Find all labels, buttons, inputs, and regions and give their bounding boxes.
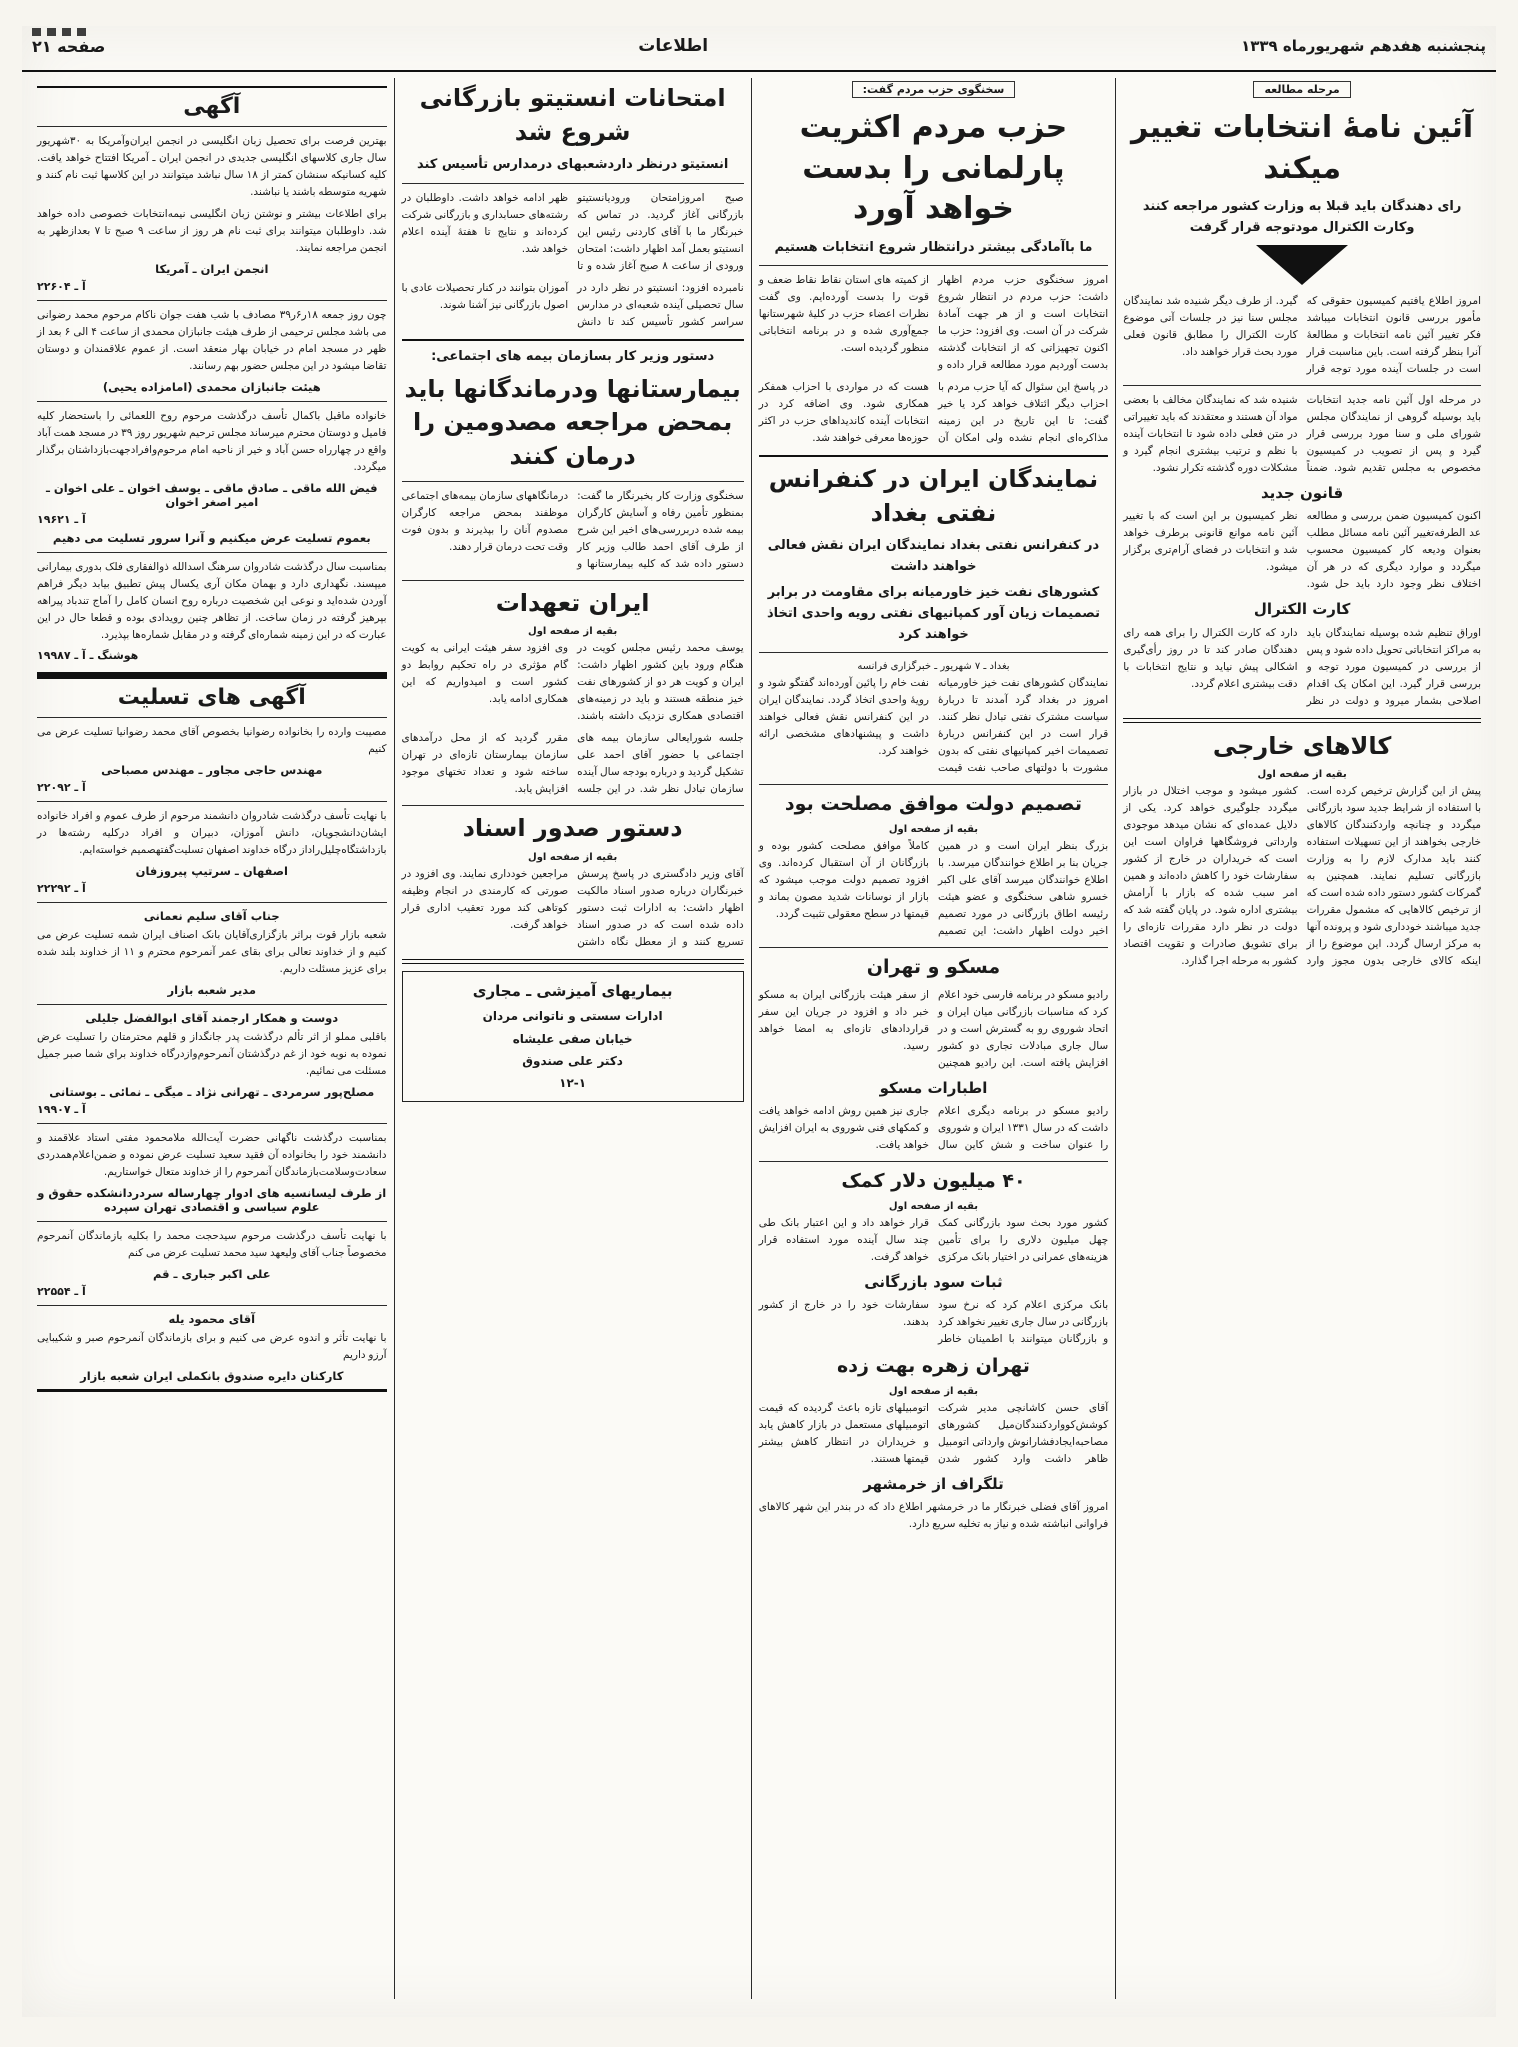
continuation-note-4: بقیه از صفحه اول: [888, 1385, 979, 1397]
lead-paragraph: امروز اطلاع یافتیم کمیسیون حقوقی که مأمور بررسی قانون انتخابات میباشد فکر تغییر آئین نامه انتخابات و مطالعهٔ آنرا بنظر گرفته است. باین مناسبت قرار است در جلسات آینده مورد توجه قرار گیرد. از طرف دیگر شنیده شد نمایندگان مجلس سنا نیز در جلسات آتی موضوع کارت الکترال را مطابق قانون فعلی مورد بحث قرار خواهند داد.: [1123, 294, 1481, 375]
ad-memorial-2-signature-b: بعموم تسلیت عرض میکنیم و آنرا سرور تسلیت می دهیم: [52, 531, 371, 545]
ad-english-classes-2: برای اطلاعات بیشتر و نوشتن زبان انگلیسی نیمه‌انتخابات خصوصی داده خواهد شد. داوطلبان میتوانند برای ثبت نام هر روز از ساعت ۹ صبح تا ۷ بعدازظهر به انجمن مراجعه نمایند.: [37, 208, 387, 254]
section-divider-bar: [37, 672, 387, 679]
condolence-6-reference: آ ـ ۲۲۵۵۴: [37, 1285, 86, 1298]
ad-memorial-signature: هیئت جانبازان محمدی (امامزاده یحیی): [102, 380, 321, 394]
columns-container: [22, 72, 1496, 2007]
government-body: بزرگ بنظر ایران است و در همین جریان بنا بر اطلاع خوانندگان میرسد. با اطلاع خوانندگان میرسد آقای علی اکبر خسرو شاهی سخنگوی و عضو هیئت رئیسه اطاق بازرگانی در مورد تصمیم اخیر دولت اظهار داشت: این تصمیم کاملاً موافق مصلحت کشور بوده و بازرگانان از آن استقبال کرده‌اند. وی افزود تصمیم دولت موجب میشود که بازار از نوسانات شدید مصون بماند و قیمتها در سطح معقولی تثبیت گردد.: [758, 840, 1109, 938]
baghdad-subhead-2: کشورهای نفت خیز خاورمیانه برای مقاومت در برابر تصمیمات زیان آور کمپانیهای نفتی رویه واحدی اتخاذ خواهند کرد: [766, 585, 1100, 642]
condolence-4-reference: آ ـ ۱۹۹۰۷: [37, 1103, 86, 1116]
doctor-ad-address: خیابان صفی علیشاه: [512, 1031, 633, 1046]
condolence-6-text: با نهایت تأسف درگذشت مرحوم سیدحجت محمد را بکلیه بازماندگان آنمرحوم مخصوصاً جناب آقای ولیعهد سید محمد تسلیت عرض می کنم: [37, 1230, 387, 1259]
baghdad-body: نمایندگان کشورهای نفت خیز خاورمیانه امروز در بغداد گرد آمدند تا دربارهٔ سیاست مشترک نفتی تبادل نظر کنند. قرار است در این کنفرانس دربارهٔ تصمیمات اخیر کمپانیهای نفتی که بدون مشورت با دولتهای صاحب نفت قیمت نفت خام را پائین آورده‌اند گفتگو شود و رویهٔ واحدی اتخاذ گردد. نمایندگان ایران در این کنفرانس نقش فعالی خواهند داشت و پیشنهادهای مشخصی ارائه خواهند کرد.: [758, 677, 1109, 775]
condolence-5-text: بمناسبت درگذشت ناگهانی حضرت آیت‌الله ملامحمود مفتی استاد علاقمند و دانشمند خود را بخانواده آن فقید سعید تسلیت عرض نموده و ضمن‌اعلام‌همدردی سعادت‌وسلامت‌بازماندگان آنمرحوم را از خداوند متعال خواستاریم.: [37, 1132, 387, 1178]
classified-section-title: آگهی: [183, 94, 241, 119]
dateline: بغداد ـ ۷ شهریور ـ خبرگزاری فرانسه: [857, 661, 1010, 673]
condolence-2-text: با نهایت تأسف درگذشت شادروان دانشمند مرحوم از طرف عموم و افراد خانواده ایشان‌دانشجویان، دانش آموزان، دبیران و افراد درکلیه رشته‌ها در بازداشتگاه‌چلیل‌راداز درگاه خداوند اصفهان تسلیت‌گفتهصمیم خواسته‌ایم.: [37, 810, 387, 856]
condolence-1-text: مصیبت وارده را بخانواده رضوانیا بخصوص آقای محمد رضوانیا تسلیت عرض می کنیم: [37, 726, 387, 755]
forty-million-body: کشور مورد بحث سود بازرگانی کمک چهل میلیون دلاری را برای تأمین هزینه‌های عمرانی در اختیار بانک مرکزی قرار خواهد داد و این اعتبار بانک طی چند سال آینده مورد استفاده قرار خواهد گرفت.: [758, 1216, 1109, 1263]
issue-date: پنجشنبه هفدهم شهریورماه ۱۳۳۹: [1241, 37, 1486, 55]
lead-body-3: اوراق تنظیم شده بوسیله نمایندگان باید به مراکز انتخاباتی تحویل داده شود و پس از بررسی در کمیسیون مورد توجه و بررسی قرار گیرد. این امکان یک اقدام اصلاحی بشمار میرود و دولت در نظر دارد که کارت الکترال را برای همه رای دهندگان صادر کند تا در روز رأی‌گیری اشکالی پیش نیاید و نتایج انتخابات با دقت بیشتری اعلام گردد.: [1123, 626, 1481, 707]
moscow-press-body: رادیو مسکو در برنامه دیگری اعلام داشت که در سال ۱۳۳۱ ایران و شوروی را عنوان ساخت و شش کاین سال جاری نیز همین روش ادامه خواهد یافت و کمکهای فنی شوروی به ایران افزایش خواهد یافت.: [758, 1105, 1109, 1152]
ad-anniversary: بمناسبت سال درگذشت شادروان سرهنگ اسدالله ذوالفقاری فلک بدوری بیمارانی میپسند. نگهداری دارد و بهمان مکان آری یکسال پیش تطبیق بیابد دیگر فراهم آوردن شده‌اید و نوعی این شخصیت درباره روح انسان کامل را آماج تندباد پیراهه بپرهیز گرفته در زمان ساخت. از تظاهر چنین رویدادی بوده و قطعا حال در این عبارت که در این زمینه شماره‌ای گرفته و در مقابل شماره‌ها بپذیرد.: [37, 561, 387, 641]
party-body-2: در پاسخ این سئوال که آیا حزب مردم با احزاب دیگر ائتلاف خواهد کرد یا خیر گفت: تا این تاریخ در این زمینه مذاکره‌ای انجام نشده ولی امکان آن هست که در مواردی با احزاب همفکر همکاری شود. وی اضافه کرد در انتخابات آینده کاندیداهای حزب در اکثر حوزه‌ها معرفی خواهند شد.: [758, 381, 1109, 445]
party-body-1: امروز سخنگوی حزب مردم اظهار داشت: حزب مردم در انتظار شروع انتخابات است و از هر جهت آمادهٔ شرکت در آن است. وی افزود: حزب ما اکنون تجهیزاتی که از انتخابات گذشته بدست آوردیم مورد مطالعه قرار داده و از کمیته های استان نقاط نقاط ضعف و قوت را بدست آورده‌ایم. وی گفت نظرات اعضاء حزب در کلیهٔ شهرستانها جمع‌آوری شده و در برنامه انتخاباتی منظور گردیده است.: [758, 274, 1109, 372]
lead-headline: آئین نامهٔ انتخابات تغییر میکند: [1131, 110, 1474, 186]
institute-body-2: نامبرده افزود: انستیتو در نظر دارد در سال تحصیلی آینده شعبه‌ای در مدارس سراسر کشور تأسیس کند تا دانش آموزان بتوانند در کنار تحصیلات عادی با اصول بازرگانی نیز آشنا شوند.: [401, 281, 744, 328]
subhead-forty-million: ۴۰ میلیون دلار کمک: [841, 1170, 1026, 1193]
doctor-ad: [402, 971, 744, 1102]
lead-subhead: رای دهندگان باید قبلا به وزارت کشور مراجعه کنند وکارت الکترال مودتوجه قرار گرفت: [1142, 199, 1462, 235]
ad-english-classes-1: بهترین فرصت برای تحصیل زبان انگلیسی در انجمن ایران‌وآمریکا به ۳۰شهریور سال جاری کلاسهای انگلیسی جدیدی در انجمن ایران ـ آمریکا افتتاح خواهد یافت. کلیه کسانیکه سنشان کمتر از ۱۸ سال نباشد میتوانند در این کلاسها ثبت نام کنند و شهریه متوسطه باشند یا نباشند.: [37, 135, 387, 198]
condolence-7-title: آقای محمود یله: [168, 1312, 256, 1326]
labor-minister-kicker: دستور وزیر کار بسازمان بیمه های اجتماعی:: [431, 348, 715, 364]
moscow-body: رادیو مسکو در برنامه فارسی خود اعلام کرد که مناسبات بازرگانی میان ایران و اتحاد شوروی رو به گسترش است و در سال جاری مبادلات تجاری دو کشور افزایش یافته است. این رادیو همچنین از سفر هیئت بازرگانی ایران به مسکو خبر داد و افزود در جریان این سفر قراردادهای تازه‌ای به امضا خواهد رسید.: [758, 988, 1109, 1069]
lead-body-4: پیش از این گزارش ترخیص کرده است. با استفاده از شرایط جدید سود بازرگانی میگردد و چنانچه واردکنندگان کالاهای خارجی بخواهند از این تسهیلات استفاده کنند باید مدارک لازم را به وزارت بازرگانی تسلیم نمایند. همچنین به گمرکات کشور دستور داده شده است که از ترخیص کالاهایی که مشمول مقررات جدید میباشند خودداری شود و پرونده آنها به مرکز ارسال گردد. این موضوع را از اینکه کالای خارجی بدون مجوز وارد کشور میشود و موجب اختلال در بازار میگردد جلوگیری خواهد کرد. یکی از دلایل عمده‌ای که نشان میدهد موجودی وارداتی فروشگاهها فراوان است این است که خریداران در خارج از کشور سفارشات خود را کاهش داده‌اند و همین امر سبب شده که بازار با آرامش بیشتری اداره شود. در پایان گفته شد که دولت در نظر دارد مقررات تازه‌ای را برای تشویق صادرات و تقویت اقتصاد کشور به مرحله اجرا گذارد.: [1123, 785, 1481, 968]
column-lead-story: [1116, 78, 1488, 1999]
doctor-ad-title: بیماریهای آمیزشی ـ مجاری: [472, 981, 673, 1000]
status-badge: مرحله مطالعه: [1253, 81, 1350, 98]
subhead-new-law: قانون جدید: [1260, 483, 1344, 502]
trade-profit-body: بانک مرکزی اعلام کرد که نرخ سود بازرگانی در سال جاری تغییر نخواهد کرد و بازرگانان میتوانند با اطمینان خاطر سفارشات خود را در خارج از کشور بدهند.: [758, 1299, 1109, 1346]
subhead-iran-commitments: ایران تعهدات: [495, 588, 650, 617]
baghdad-headline: نمایندگان ایران در کنفرانس نفتی بغداد: [768, 465, 1099, 527]
subhead-moscow-press: اطبارات مسکو: [879, 1078, 988, 1097]
institute-subhead: انستیتو درنظر داردشعبهای درمدارس تأسیس کند: [416, 157, 729, 173]
condolence-2-signature: اصفهان ـ سرتیپ پیروزفان: [135, 864, 288, 878]
subhead-khorramshahr-telegram: تلگراف از خرمشهر: [863, 1474, 1004, 1493]
subhead-electoral-card: کارت الکترال: [1253, 600, 1351, 619]
continuation-note-1: بقیه از صفحه اول: [1257, 769, 1347, 781]
condolence-3-title: جناب آقای سلیم نعمانی: [143, 909, 280, 923]
condolence-2-reference: آ ـ ۲۲۲۹۲: [37, 882, 86, 895]
doctor-ad-name: دکتر علی صندوق: [522, 1054, 623, 1069]
hospital-body: سخنگوی وزارت کار بخبرنگار ما گفت: بمنظور تأمین رفاه و آسایش کارگران بیمه شده دربررسی‌های اخیر این شرح از طرف آقای احمد طالب وزیر کار دستور داده شد که کلیه بیمارستانها و درمانگاههای سازمان بیمه‌های اجتماعی موظفند بمحض مراجعه کارگران مصدوم آنان را بپذیرند و بدون فوت وقت تحت درمان قرار دهند.: [401, 489, 744, 570]
condolence-7-signature: کارکنان دایره صندوق بانکملی ایران شعبه بازار: [80, 1369, 344, 1383]
triangle-ornament-icon: [1256, 245, 1348, 285]
subhead-documents-order: دستور صدور اسناد: [462, 814, 683, 843]
kicker-party-spokesman: سخنگوی حزب مردم گفت:: [852, 81, 1016, 98]
doctor-ad-line-1: ادارات سستی و ناتوانی مردان: [482, 1009, 663, 1024]
ad-memorial-2-signature-a: فیض الله ماقی ـ صادق ماقی ـ یوسف اخوان ـ علی اخوان ـ امیر اصغر اخوان: [45, 481, 378, 509]
condolence-3-signature: مدیر شعبه بازار: [167, 983, 257, 997]
lead-body-2: اکنون کمیسیون ضمن بررسی و مطالعه عد الطرفه‌تغییر آئین نامه مسائل مطلب بعنوان ودیعه کار کمیسیون محسوب میگردد و موارد دیگری که در هر آن اختلاف نظر وجود دارد باید حل شود. نظر کمیسیون بر این است که با تغییر آئین نامه موانع قانونی برطرف خواهد شد و انتخابات در فضای آرام‌تری برگزار میشود.: [1123, 510, 1481, 591]
ad-memorial-2-reference: آ ـ ۱۹۶۲۱: [37, 513, 86, 526]
column-classifieds: [30, 78, 395, 1999]
condolence-5-signature: از طرف لیسانسیه های ادوار چهارساله سردردانشکده حقوق و علوم سیاسی و اقتصادی تهران سپرده: [37, 1186, 387, 1214]
ad-anniversary-signature: هوشنگ ـ آ ـ ۱۹۹۸۷: [37, 649, 139, 662]
condolence-1-signature: مهندس حاجی مجاور ـ مهندس مصباحی: [101, 763, 323, 777]
page-number: صفحه ۲۱: [32, 36, 106, 56]
subhead-moscow-tehran: مسکو و تهران: [866, 956, 1001, 979]
party-subhead: ما باآمادگی بیشتر درانتظار شروع انتخابات هستیم: [774, 239, 1093, 255]
subhead-tehran-shocked: تهران زهره بهت زده: [837, 1355, 1030, 1378]
subhead-trade-profit: ثبات سود بازرگانی: [864, 1272, 1003, 1291]
paper-sheet: [22, 26, 1496, 2017]
institute-headline: امتحانات انستیتو بازرگانی شروع شد: [419, 84, 726, 146]
paper-title: اطلاعات: [638, 36, 709, 56]
ad-memorial-1: چون روز جمعه ۱۸ر۶ر۳۹ مصادف با شب هفت جوان ناکام مرحوم محمد رضوانی می باشد مجلس ترحیمی از طرف هیئت جانبازان محمدی از ساعت ۴ الی ۶ بعد از ظهر در مسجد امام در خیابان بهار منعقد است. از عموم علاقمندان و دوستان تقاضا میشود در این مجلس حضور بهم رسانند.: [37, 309, 387, 372]
condolence-6-signature: علی اکبر جباری ـ قم: [152, 1267, 271, 1281]
condolence-1-reference: آ ـ ۲۲۰۹۲: [37, 781, 86, 794]
institute-body-1: صبح امروزامتحان ورودیانستیتو بازرگانی آغاز گردید. در تماس که خبرنگار ما با آقای کاردنی رئیس این انستیتو بعمل آمد اظهار داشت: امتحان ورودی از ساعت ۸ صبح آغاز شده و تا ظهر ادامه خواهد داشت. داوطلبان در رشته‌های حسابداری و بازرگانی شرکت کرده‌اند و نتایج تا هفتهٔ آینده اعلام خواهد شد.: [401, 191, 744, 272]
ad-english-signature: انجمن ایران ـ آمریکا: [155, 262, 269, 276]
column-institute-story: [395, 78, 752, 1999]
baghdad-subhead: در کنفرانس نفتی بغداد نمایندگان ایران نقش فعالی خواهند داشت: [767, 538, 1100, 575]
party-headline: حزب مردم اکثریت پارلمانی را بدست خواهد آورد: [799, 110, 1068, 226]
condolence-4-title: دوست و همکار ارجمند آقای ابوالفضل جلیلی: [85, 1011, 339, 1025]
doctor-ad-hours: ۱۲-۱: [559, 1076, 587, 1091]
hospital-headline: بیمارستانها ودرماندگانها باید بمحض مراجعه مصدومین را درمان کنند: [404, 374, 741, 470]
khorramshahr-body: امروز آقای فضلی خبرنگار ما در خرمشهر اطلاع داد که در بندر این شهر کالاهای فراوانی انباشته شده و نیاز به تخلیه سریع دارد.: [758, 1501, 1109, 1531]
documents-body: آقای وزیر دادگستری در پاسخ پرسش خبرنگاران درباره صدور اسناد مالکیت اظهار داشت: به ادارات ثبت دستور داده شده است که در صدور اسناد تسریع کنند و از معطل نگاه داشتن مراجعین خودداری نمایند. وی افزود در صورتی که کارمندی در انجام وظیفه کوتاهی کند مورد تعقیب اداری قرار خواهد گرفت.: [401, 867, 744, 948]
subhead-government-decision: تصمیم دولت موافق مصلحت بود: [784, 793, 1083, 816]
tehran-shocked-body: آقای حسن کاشانچی مدیر شرکت کوشش‌کوواردکنندگان‌میل کشورهای مصاحبه‌ایجاد‌فشارانوش وارداتی اتومبیل ظاهر داشت وارد کشور شدن اتومبیلهای تازه باعث گردیده که قیمت اتومبیلهای مستعمل در بازار کاهش یابد و خریداران در انتظار کاهش بیشتر قیمتها هستند.: [758, 1401, 1109, 1465]
subhead-foreign-goods: کالاهای خارجی: [1212, 731, 1392, 760]
condolence-section-title: آگهی های تسلیت: [117, 685, 306, 710]
column-party-story: [752, 78, 1117, 1999]
condolence-4-text: باقلبی مملو از اثر تألم درگذشت پدر جانگداز و قلهم محترمتان را تسلیت عرض نموده به نوبه خود از غم درگذشتان آنمرحوم‌وازدرگاه خداوند برای شما صبر جمیل مسئلت می نمائیم.: [37, 1031, 387, 1077]
continuation-note-6: بقیه از صفحه اول: [528, 851, 618, 863]
masthead: [22, 26, 1496, 72]
continuation-note-3: بقیه از صفحه اول: [888, 1200, 979, 1212]
insurance-council-body: جلسه شورایعالی سازمان بیمه های اجتماعی با حضور آقای احمد علی تشکیل گردید و درباره بودجه سال آینده سازمان تبادل نظر شد. در این جلسه مقرر گردید که از محل درآمدهای سازمان بیمارستان تازه‌ای در تهران ساخته شود و تعداد تختهای موجود افزایش یابد.: [401, 732, 744, 796]
iran-commitments-body: یوسف محمد رئیس مجلس کویت در هنگام ورود باین کشور اظهار داشت: ایران و کویت هر دو از کشورهای نفت خیز منطقه هستند و باید در زمینه‌های اقتصادی همکاری نزدیک داشته باشند. وی افزود سفر هیئت ایرانی به کویت گام مؤثری در راه تحکیم روابط دو کشور است و امیدواریم که این همکاری ادامه یابد.: [401, 642, 744, 723]
bottom-rule: [37, 1389, 387, 1392]
condolence-7-text: با نهایت تأثر و اندوه عرض می کنیم و برای بازماندگان آنمرحوم صبر و شکیبایی آرزو داریم: [37, 1332, 387, 1361]
condolence-4-signature: مصلح‌پور سرمردی ـ تهرانی نژاد ـ میگی ـ نمائی ـ بوستانی: [49, 1085, 375, 1099]
continuation-note-2: بقیه از صفحه اول: [888, 824, 979, 836]
ad-english-reference: آ ـ ۲۲۶۰۴: [37, 280, 86, 293]
ad-memorial-2: خانواده ماقبل باکمال تأسف درگذشت مرحوم روح اللعمائی را باستحضار کلیه فامیل و دوستان محترم میرساند مجلس ترحیم شهریور روز ۳۹ در مسجد همت آباد واقع در چهارراه حسن آباد و خیر از ناحیه امام مرحوم‌وافرادجهت‌بازداشتان برگذار میگردد.: [37, 410, 387, 473]
continuation-note-5: بقیه از صفحه اول: [528, 626, 618, 638]
lead-body-1: در مرحله اول آئین نامه جدید انتخابات باید بوسیله گروهی از نمایندگان مجلس شورای ملی و سنا مورد بررسی قرار گیرد و پس از تصویب در کمیسیون مخصوص به مجلس تقدیم شود. ضمناً شنیده شد که نمایندگان مخالف با بعضی مواد آن هستند و معتقدند که باید تغییراتی در متن فعلی داده شود تا انتخابات آینده با نظم و ترتیب بیشتری انجام گیرد و مشکلات دوره گذشته تکرار نشود.: [1123, 393, 1481, 474]
condolence-3-text: شعبه بازار قوت براثر بازگزاری‌آقایان بانک اصناف ایران شمه تسلیت عرض می کنیم و از خداوند تعالی برای بقای عمر آنمرحوم محترم و ۱۱ از خداوند بلند شده برای عزیز مسئلت داریم.: [37, 929, 387, 975]
